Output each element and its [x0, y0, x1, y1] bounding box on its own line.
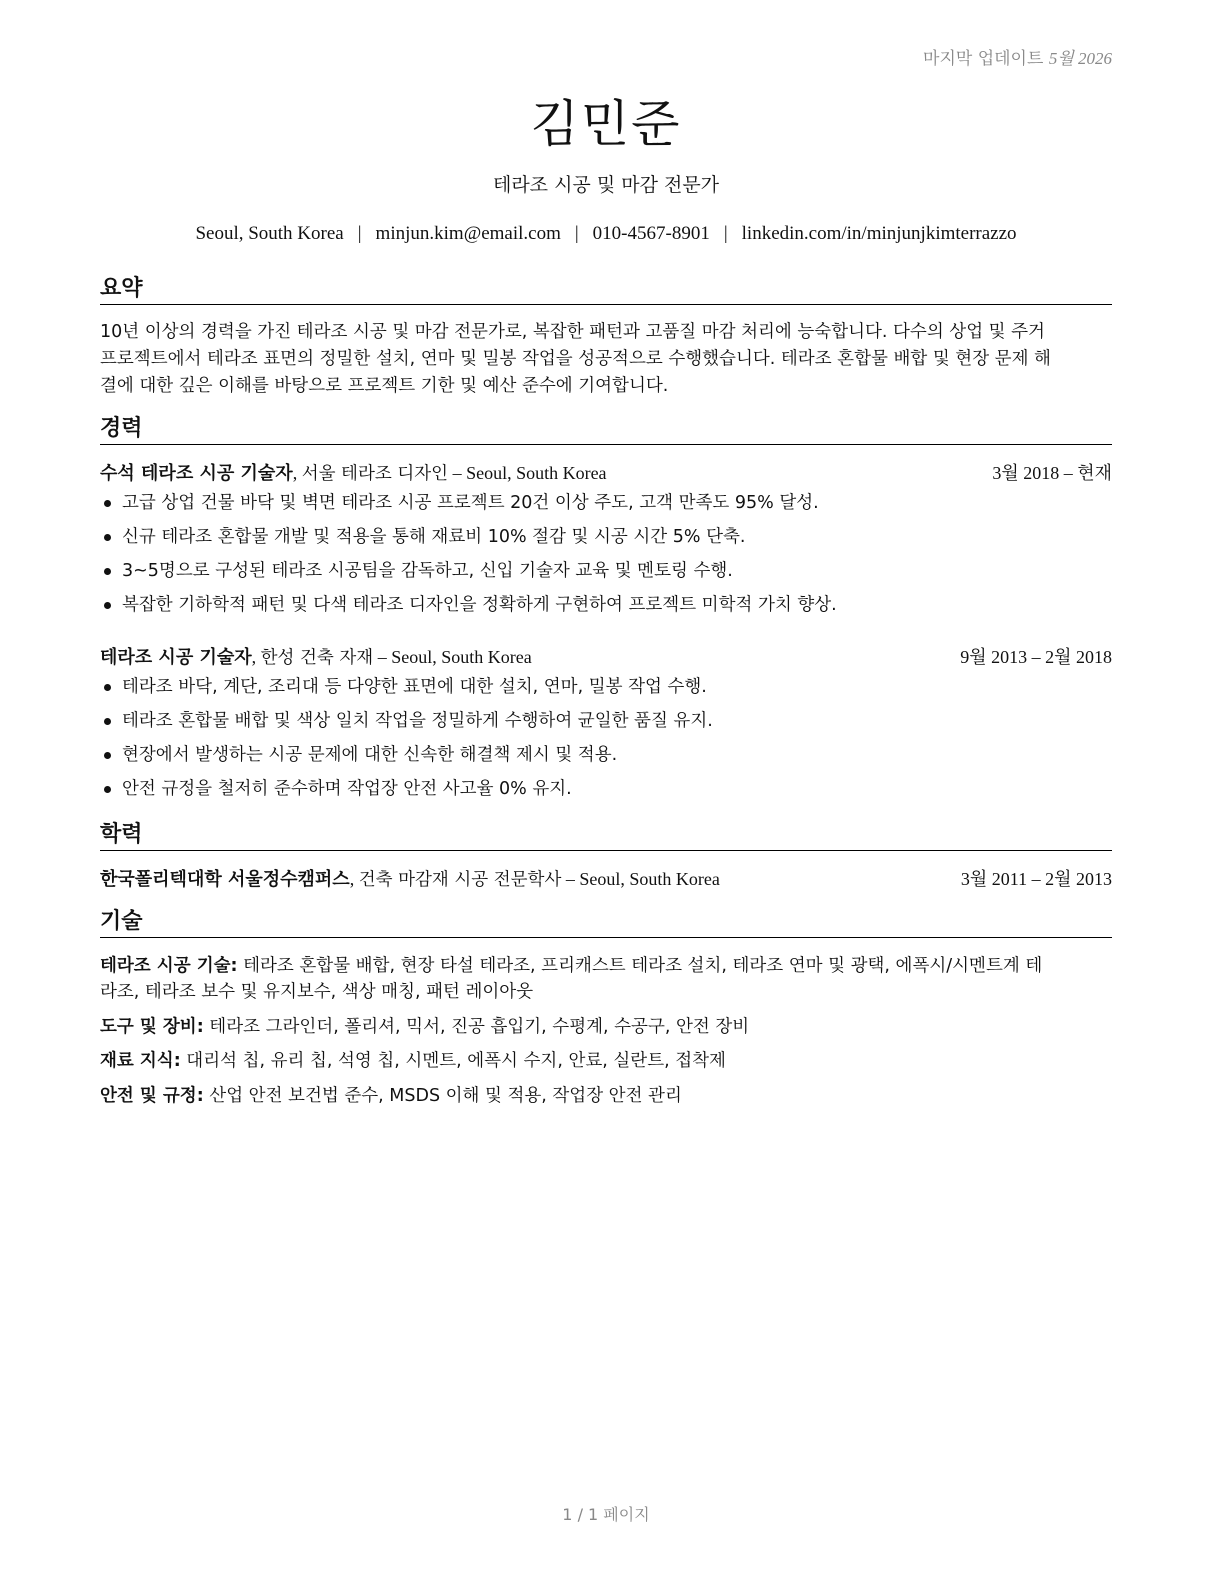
contact-location: Seoul, South Korea — [195, 223, 344, 244]
skill-label: 안전 및 규정: — [100, 1086, 204, 1106]
contact-linkedin[interactable]: linkedin.com/in/minjunjkimterrazzo — [741, 223, 1017, 244]
job-dates: 3월 2018 – 현재 — [992, 463, 1112, 483]
contact-separator: | — [574, 223, 579, 244]
job-company: 한성 건축 자재 — [260, 648, 374, 668]
skills-heading: 기술 — [100, 909, 1112, 938]
candidate-title: 테라조 시공 및 마감 전문가 — [492, 174, 720, 196]
skill-text: 라조, 테라조 보수 및 유지보수, 색상 매칭, 패턴 레이아웃 — [100, 982, 534, 1002]
last-updated — [923, 44, 1112, 69]
education-entry: 한국폴리텍대학 서울정수캠퍼스, 건축 마감재 시공 전문학사 – Seoul, South Korea 3월 2011 – 2월 2013 — [100, 866, 1112, 893]
experience-heading: 경력 — [100, 416, 1112, 445]
job-company: 서울 테라조 디자인 — [301, 464, 449, 484]
education-heading: 학력 — [100, 822, 1112, 851]
job-location: Seoul, South Korea — [466, 463, 607, 483]
list-item: 고급 상업 건물 바닥 및 벽면 테라조 시공 프로젝트 20건 이상 주도, 고객 만족도 95% 달성. — [100, 486, 1112, 520]
job-role: 수석 테라조 시공 기술자 — [100, 463, 293, 484]
skill-label: 테라조 시공 기술: — [100, 956, 238, 976]
job-role: 테라조 시공 기술자 — [100, 647, 252, 668]
resume-page — [100, 0, 1112, 1584]
job-header: 수석 테라조 시공 기술자, 서울 테라조 디자인 – Seoul, South Korea 3월 2018 – 현재 — [100, 460, 1112, 487]
list-item: 복잡한 기하학적 패턴 및 다색 테라조 디자인을 정확하게 구현하여 프로젝트 미학적 가치 향상. — [100, 588, 1112, 622]
skill-text: 테라조 혼합물 배합, 현장 타설 테라조, 프리캐스트 테라조 설치, 테라조 연마 및 광택, 에폭시/시멘트계 테 — [243, 956, 1043, 976]
list-item: 테라조 바닥, 계단, 조리대 등 다양한 표면에 대한 설치, 연마, 밀봉 작업 수행. — [100, 670, 1112, 704]
education-degree: 건축 마감재 시공 전문학사 — [358, 870, 562, 890]
last-updated-date: 5월 2026 — [1048, 49, 1112, 68]
skill-row — [100, 953, 1112, 1005]
list-item: 신규 테라조 혼합물 개발 및 적용을 통해 재료비 10% 절감 및 시공 시간 5% 단축. — [100, 520, 1112, 554]
candidate-name: 김민준 — [530, 95, 682, 153]
skill-row — [100, 1014, 1112, 1040]
list-item: 현장에서 발생하는 시공 문제에 대한 신속한 해결책 제시 및 적용. — [100, 738, 1112, 772]
page-number: 1 / 1 페이지 — [562, 1505, 650, 1524]
skill-text: 산업 안전 보건법 준수, MSDS 이해 및 적용, 작업장 안전 관리 — [209, 1086, 682, 1106]
summary-line: 10년 이상의 경력을 가진 테라조 시공 및 마감 전문가로, 복잡한 패턴과 고품질 마감 처리에 능숙합니다. 다수의 상업 및 주거 — [100, 322, 1045, 342]
skill-label: 재료 지식: — [100, 1051, 181, 1071]
job-bullets — [100, 670, 1112, 806]
summary-line: 결에 대한 깊은 이해를 바탕으로 프로젝트 기한 및 예산 준수에 기여합니다. — [100, 376, 669, 396]
contact-line — [100, 223, 1112, 245]
job-header: 테라조 시공 기술자, 한성 건축 자재 – Seoul, South Korea 9월 2013 – 2월 2018 — [100, 644, 1112, 671]
last-updated-label: 마지막 업데이트 — [923, 49, 1044, 69]
list-item: 3~5명으로 구성된 테라조 시공팀을 감독하고, 신입 기술자 교육 및 멘토링 수행. — [100, 554, 1112, 588]
education-location: Seoul, South Korea — [579, 869, 720, 889]
job-dates: 9월 2013 – 2월 2018 — [960, 647, 1112, 667]
skill-label: 도구 및 장비: — [100, 1017, 204, 1037]
contact-phone: 010-4567-8901 — [592, 223, 710, 244]
summary-line: 프로젝트에서 테라조 표면의 정밀한 설치, 연마 및 밀봉 작업을 성공적으로 수행했습니다. 테라조 혼합물 배합 및 현장 문제 해 — [100, 349, 1051, 369]
skill-text: 대리석 칩, 유리 칩, 석영 칩, 시멘트, 에폭시 수지, 안료, 실란트, 접착제 — [186, 1051, 726, 1071]
list-item: 안전 규정을 철저히 준수하며 작업장 안전 사고율 0% 유지. — [100, 772, 1112, 806]
education-school: 한국폴리텍대학 서울정수캠퍼스 — [100, 869, 350, 890]
list-item: 테라조 혼합물 배합 및 색상 일치 작업을 정밀하게 수행하여 균일한 품질 유지. — [100, 704, 1112, 738]
skill-row — [100, 1083, 1112, 1109]
contact-email[interactable]: minjun.kim@email.com — [375, 223, 561, 244]
education-dates: 3월 2011 – 2월 2013 — [960, 869, 1112, 889]
job-location: Seoul, South Korea — [391, 647, 532, 667]
skill-text: 테라조 그라인더, 폴리셔, 믹서, 진공 흡입기, 수평계, 수공구, 안전 장비 — [209, 1017, 750, 1037]
job-bullets — [100, 486, 1112, 622]
summary-heading: 요약 — [100, 276, 1112, 305]
contact-separator: | — [357, 223, 362, 244]
skill-row — [100, 1048, 1112, 1074]
contact-separator: | — [723, 223, 728, 244]
summary-text — [100, 319, 1112, 400]
